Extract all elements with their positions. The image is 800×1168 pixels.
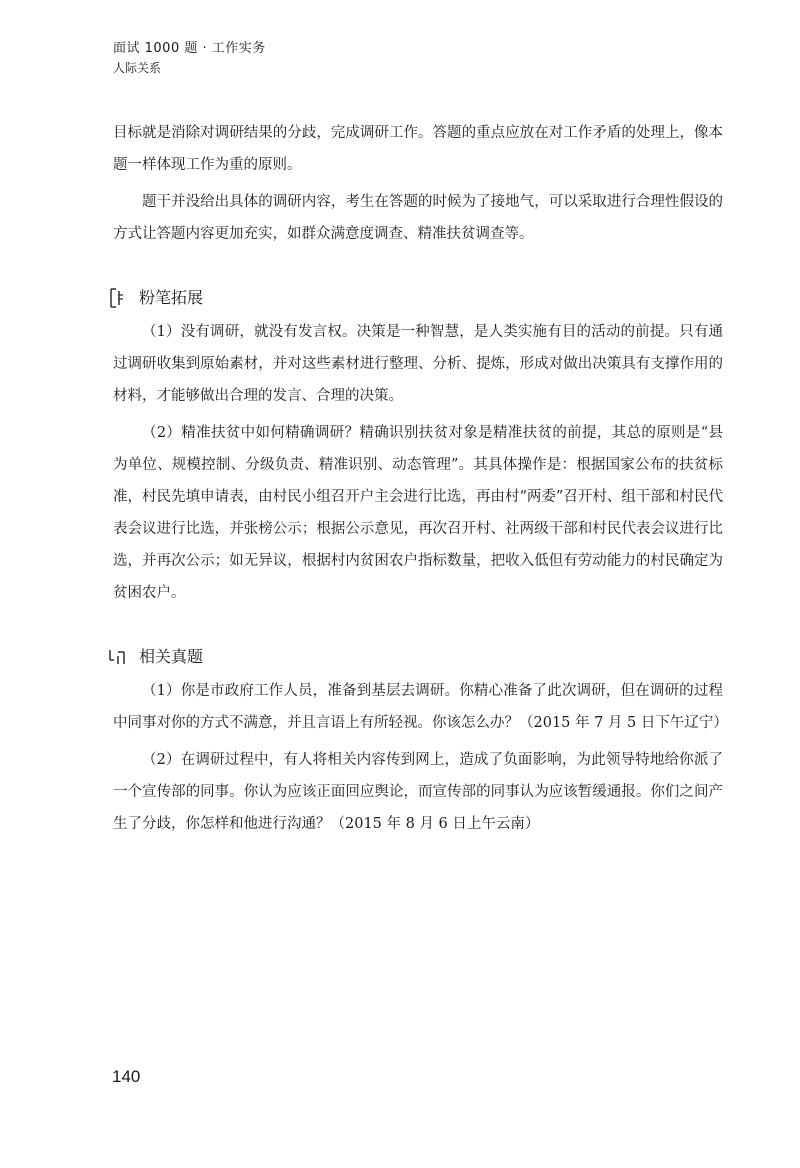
intro-paragraph-2: 题干并没给出具体的调研内容，考生在答题的时候为了接地气，可以采取进行合理性假设的方式让答题内容更加充实，如群众满意度调查、精准扶贫调查等。 (113, 194, 723, 242)
intro-paragraph-1: 目标就是消除对调研结果的分歧，完成调研工作。答题的重点应放在对工作矛盾的处理上，像本题一样体现工作为重的原则。 (113, 125, 723, 173)
extension-paragraph-1: （1）没有调研，就没有发言权。决策是一种智慧，是人类实施有目的活动的前提。只有通过调研收集到原始素材，并对这些素材进行整理、分析、提炼，形成对做出决策具有支撑作用的材料，才能够做出合理的发言、合理的决策。 (113, 324, 723, 404)
page-number: 140 (112, 1067, 141, 1086)
section-title: 粉笔拓展 (139, 288, 204, 307)
extension-paragraph-2: （2）精准扶贫中如何精确调研？精确识别扶贫对象是精准扶贫的前提，其总的原则是“县为单位、规模控制、分级负责、精准识别、动态管理”。其具体操作是：根据国家公布的扶贫标准，村民先填申请表，由村民小组召开户主会进行比选，再由村“两委”召开村、组干部和村民代表会议进行比选，并张榜公示；根据公示意见，再次召开村、社两级干部和村民代表会议进行比选，并再次公示；如无异议，根据村内贫困农户指标数量，把收入低但有劳动能力的村民确定为贫困农户。 (113, 425, 723, 601)
section-heading-extension (107, 286, 723, 310)
book-title: 面试 1000 题 · 工作实务 (113, 41, 266, 56)
section-title: 相关真题 (139, 647, 204, 666)
notebook-icon (107, 287, 129, 309)
chapter-title: 人际关系 (113, 61, 162, 75)
related-question-2: （2）在调研过程中，有人将相关内容传到网上，造成了负面影响，为此领导特地给你派了一个宣传部的同事。你认为应该正面回应舆论，而宣传部的同事认为应该暂缓通报。你们之间产生了分歧，你怎样和他进行沟通？（2015 年 8 月 6 日上午云南） (113, 752, 723, 832)
related-question-1: （1）你是市政府工作人员，准备到基层去调研。你精心准备了此次调研，但在调研的过程中同事对你的方式不满意，并且言语上有所轻视。你该怎么办？（2015 年 7 月 5 日下午辽宁） (113, 683, 728, 731)
running-header (113, 40, 733, 77)
bracket-icon (107, 646, 129, 668)
section-heading-related (107, 645, 723, 669)
page-body (113, 117, 728, 840)
